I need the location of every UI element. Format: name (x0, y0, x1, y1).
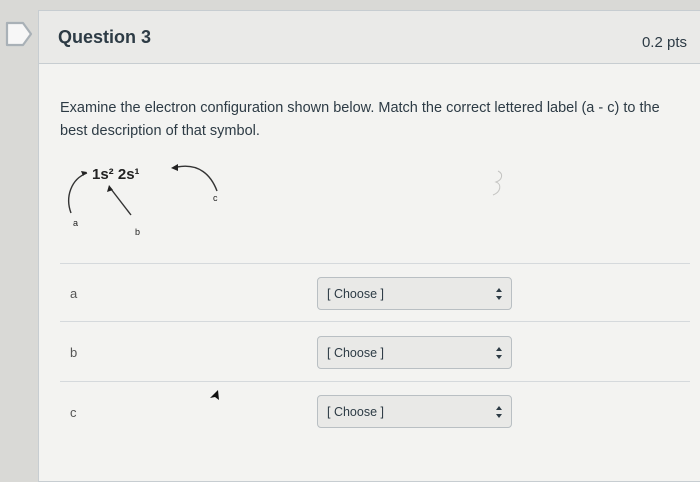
up-down-arrows-icon (495, 286, 503, 302)
diagram-label-a: a (73, 218, 79, 228)
diagram-label-b: b (135, 227, 141, 237)
question-points: 0.2 pts (641, 34, 687, 51)
select-value: [ Choose ] (327, 405, 384, 419)
match-label-b: b (70, 345, 78, 360)
question-title: Question 3 (58, 27, 152, 47)
divider (60, 263, 690, 264)
select-value: [ Choose ] (327, 287, 384, 301)
arrow-a (69, 173, 87, 213)
up-down-arrows-icon (495, 345, 503, 361)
divider (60, 321, 690, 322)
question-prompt: Examine the electron configuration shown below. Match the correct lettered label (a - c) to the best description of that symbol. (60, 100, 660, 139)
question-card (38, 10, 700, 482)
select-value: [ Choose ] (327, 346, 384, 360)
match-label-c: c (70, 405, 77, 420)
arrow-c (177, 166, 217, 191)
mouse-pointer-icon (208, 388, 222, 406)
match-select-a[interactable] (317, 277, 512, 310)
arrow-c-head (171, 164, 178, 171)
question-header (39, 11, 700, 64)
scribble-mark (488, 168, 508, 198)
bookmark-flag-icon[interactable] (4, 20, 34, 48)
electron-configuration-diagram (59, 155, 219, 245)
match-label-a: a (70, 286, 78, 301)
electron-configuration-text: 1s² 2s¹ (92, 166, 140, 183)
match-select-c[interactable] (317, 395, 512, 428)
arrow-b (111, 189, 131, 215)
match-select-b[interactable] (317, 336, 512, 369)
up-down-arrows-icon (495, 404, 503, 420)
diagram-label-c: c (213, 193, 218, 203)
divider (60, 381, 690, 382)
